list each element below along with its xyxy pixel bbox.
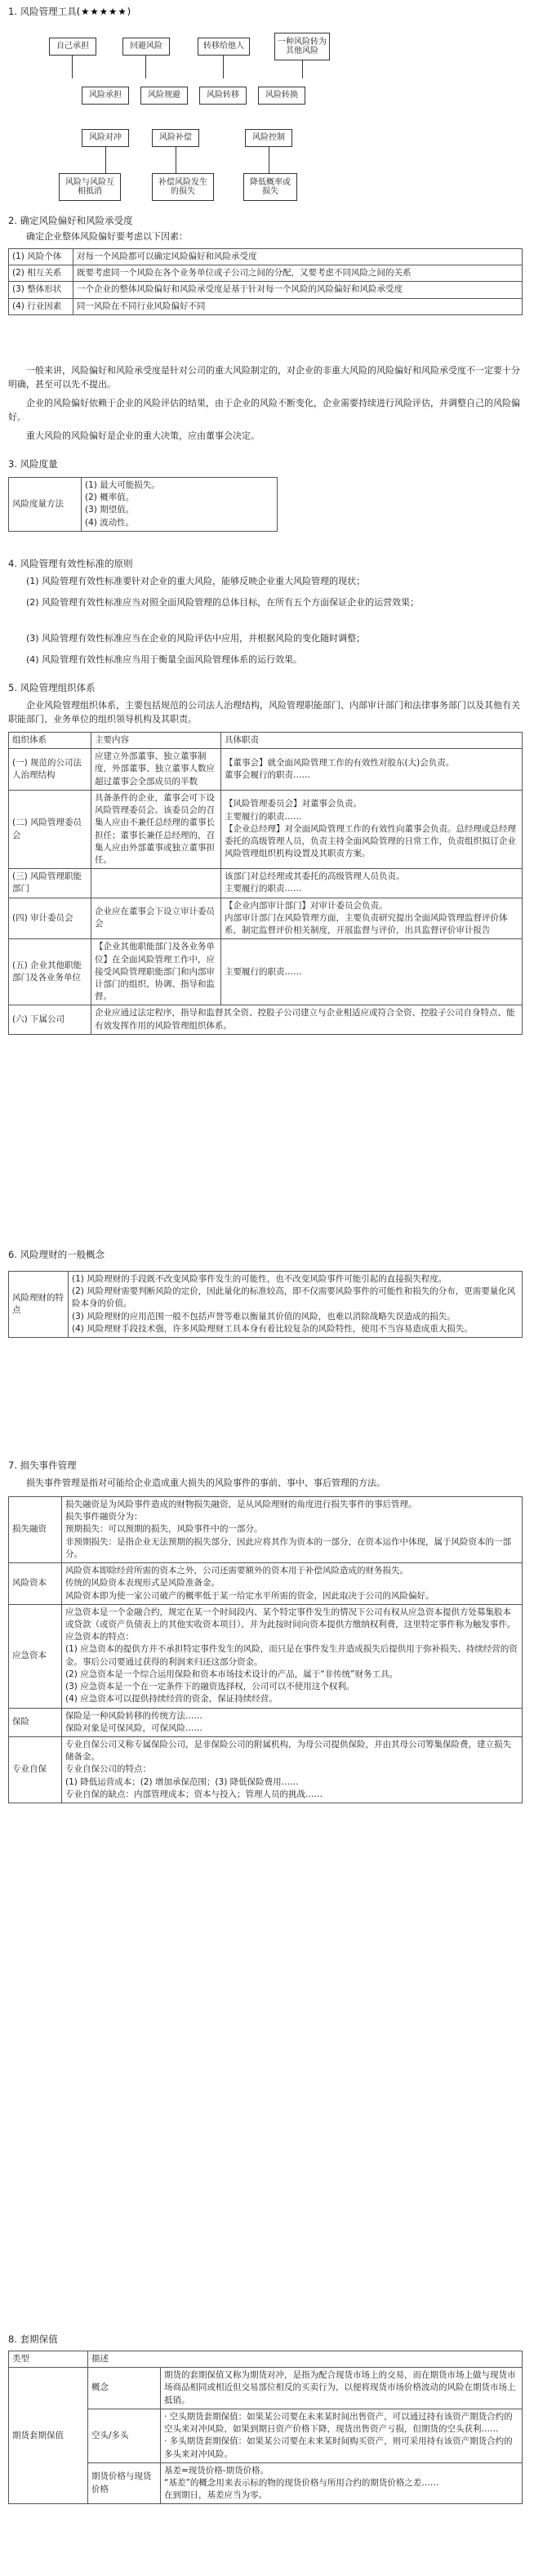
- section-2-para-2: 企业的风险偏好依赖于企业的风险评估的结果，由于企业的风险不断变化，企业需要持续进行风险评估，并调整自己的风险偏好。: [8, 398, 520, 422]
- table-cell: 专业自保: [9, 1736, 62, 1803]
- table-cell: 应建立外部董事、独立董事制度，外部董事、独立董事人数应超过董事会全部成员的半数: [91, 749, 221, 791]
- table-cell: (四) 审计委员会: [9, 898, 91, 939]
- table-cell: (二) 风险管理委员会: [9, 790, 91, 868]
- table-cell: 主要履行的职责……: [221, 939, 523, 1005]
- column-header: 组织体系: [9, 733, 91, 749]
- table-cell: 企业应在董事会下设立审计委员会: [91, 898, 221, 939]
- table-cell: (一) 规范的公司法人治理结构: [9, 749, 91, 791]
- risk-finance-table: [8, 1271, 523, 1338]
- table-cell: 一个企业的整体风险偏好和风险承受度是基于针对每一个风险的风险偏好和风险承受度: [73, 282, 523, 298]
- list-item: (2) 概率值。: [85, 492, 135, 503]
- risk-finance-label: 风险理财的特点: [9, 1272, 69, 1338]
- table-cell: · 空头期货套期保值：如果某公司要在未来某时间出售资产，可以通过持有该资产期货合约的空头来对冲风险，如果到期日资产价格下降，现货出售资产亏损，但期货的空头获利…… · 多头期货套期保值：如果某公司要在未来某时间购买资产，则可采用持有该资产期货合约的多头来对冲风险。: [161, 2409, 523, 2462]
- section-1-title-text: 1. 风险管理工具: [8, 6, 77, 17]
- list-item: (4) 风险理财手段技术强，许多风险理财工具本身有着比较复杂的风险特性，使用不当容易造成重大损失。: [72, 1323, 473, 1334]
- section-5-intro: 企业风险管理组织体系，主要包括规范的公司法人治理结构，风险管理职能部门、内部审计部门和法律事务部门以及其他有关职能部门、业务单位的组织领导机构及其职责。: [8, 700, 520, 724]
- table-cell: 对每一个风险都可以确定风险偏好和风险承受度: [73, 249, 523, 265]
- table-cell: [91, 869, 221, 898]
- risk-finance-items: [69, 1272, 523, 1338]
- diagram-top-box-3: 转移给他人: [198, 38, 250, 56]
- table-cell: 应急资本: [9, 1604, 62, 1708]
- section-1-title: [8, 5, 131, 19]
- column-header: 类型: [9, 2351, 88, 2368]
- table-cell: 既要考虑同一个风险在各个业务单位或子公司之间的分配，又要考虑不同风险之间的关系: [73, 265, 523, 282]
- list-item: (3) 风险理财的应用范围一般不包括声誉等难以衡量其价值的风险，也难以消除战略失误造成的损失。: [72, 1311, 456, 1321]
- table-cell: (六) 下属公司: [9, 1005, 91, 1034]
- diagram-bottom-box-2: 补偿风险发生的损失: [152, 173, 214, 201]
- section-7-intro: 损失事件管理是指对可能给企业造成重大损失的风险事件的事前、事中、事后管理的方法。: [26, 1477, 385, 1488]
- diagram-low-box-2: 风险补偿: [152, 129, 199, 147]
- section-2-intro: 确定企业整体风险偏好要考虑以下因素：: [26, 231, 188, 242]
- table-cell: (3) 整体形状: [9, 282, 73, 298]
- table-cell: 期货价格与现货价格: [88, 2462, 161, 2504]
- table-cell: 企业应通过法定程序，指导和监督其全资、控股子公司建立与企业相适应或符合全资、控股子公司自身特点、能有效发挥作用的风险管理组织体系。: [91, 1005, 523, 1034]
- list-item: (1) 最大可能损失。: [85, 480, 160, 490]
- table-row: [9, 478, 278, 532]
- diagram-top-box-2: 回避风险: [122, 38, 170, 56]
- section-2-para-3: 重大风险的风险偏好是企业的重大决策，应由董事会决定。: [26, 430, 260, 441]
- star-rating: (★★★★★): [76, 6, 132, 17]
- column-header: 具体职责: [221, 733, 523, 749]
- table-row: [9, 1005, 523, 1034]
- table-cell: (三) 风险管理职能部门: [9, 869, 91, 898]
- list-item: (2) 风险理财需要判断风险的定价，因此量化的标准较高，即不仅需要风险事件的可能性和损失的分布，更需要量化风险本身的价值。: [72, 1286, 516, 1309]
- table-cell: 具备条件的企业，董事会可下设风险管理委员会。该委员会的召集人应由不兼任总经理的董事长担任；董事长兼任总经理的，召集人应由外部董事或独立董事担任。: [91, 790, 221, 868]
- table-row: [9, 1736, 523, 1803]
- section-2-title: 2. 确定风险偏好和风险承受度: [8, 215, 133, 226]
- table-cell: 【企业内部审计部门】对审计委员会负责。 内部审计部门在风险管理方面，主要负责研究提出全面风险管理监督评价体系，制定监督评价相关制度，开展监督与评价，出具监督评价审计报告: [221, 898, 523, 939]
- table-cell: 专业自保公司又称专属保险公司，是非保险公司的附属机构，为母公司提供保险，并由其母公司筹集保险费，建立损失储备金。 专业自保公司的特点： (1) 降低运营成本；(2) 增加承保范围；(3) 降低保险费用…… 专业自保的缺点：内部管理成本；资本与投入；管理人员的挑战……: [62, 1736, 523, 1803]
- table-cell: 保险是一种风险转移的传统方法…… 保险对象是可保风险，可保风险……: [62, 1708, 523, 1736]
- section-4-item-4: (4) 风险管理有效性标准应当用于衡量全面风险管理体系的运行效果。: [26, 654, 303, 665]
- risk-measure-table: [8, 477, 278, 532]
- table-cell: 期货的套期保值又称为期货对冲，是指为配合现货市场上的交易，而在期货市场上做与现货市场商品相同或相近但交易部位相反的买卖行为，以便将现货市场价格波动的风险在期货市场上抵销。: [161, 2368, 523, 2409]
- diagram-low-box-3: 风险控制: [245, 129, 292, 147]
- diagram-mid-box-2: 风险规避: [140, 87, 188, 105]
- risk-measure-label: 风险度量方法: [9, 478, 82, 532]
- risk-measure-items: [82, 478, 278, 532]
- diagram-mid-box-1: 风险承担: [82, 87, 129, 105]
- table-cell: 空头/多头: [88, 2409, 161, 2462]
- table-cell: 概念: [88, 2368, 161, 2409]
- org-system-table: [8, 732, 523, 1035]
- table-cell: (1) 风险个体: [9, 249, 73, 265]
- section-6-title: 6. 风险理财的一般概念: [8, 1249, 105, 1260]
- section-2-para-1: 一般来讲，风险偏好和风险承受度是针对公司的重大风险制定的，对企业的非重大风险的风险偏好和风险承受度不一定要十分明确，甚至可以先不提出。: [8, 365, 520, 390]
- diagram-top-box-1: 自己承担: [49, 38, 96, 56]
- table-row: [9, 898, 523, 939]
- table-row: [9, 298, 523, 314]
- section-4-item-3: (3) 风险管理有效性标准应当在企业的风险评估中应用，并根据风险的变化随时调整；: [26, 633, 366, 644]
- table-cell: 损失融资是为风险事件造成的财物损失融资，是从风险理财的角度进行损失事件的事后管理。 损失事件融资分为： 预期损失：可以预期的损失，风险事件中的一部分。 非预期损失：是指企业无法预期的损失部分，因此应将其作为资本的一部分，在资本运作中体现，属于风险资本的一部分。: [62, 1497, 523, 1563]
- preference-factors-table: [8, 248, 523, 315]
- table-cell: (2) 相互关系: [9, 265, 73, 282]
- table-cell: 保险: [9, 1708, 62, 1736]
- table-row: [9, 1497, 523, 1563]
- diagram-mid-box-3: 风险转移: [199, 87, 247, 105]
- table-cell: 损失融资: [9, 1497, 62, 1563]
- table-row: [9, 1604, 523, 1708]
- list-item: (3) 期望值。: [85, 505, 135, 515]
- table-cell: (4) 行业因素: [9, 298, 73, 314]
- table-row: [9, 790, 523, 868]
- table-row: [9, 939, 523, 1005]
- section-4-title: 4. 风险管理有效性标准的原则: [8, 558, 133, 569]
- section-4-item-1: (1) 风险管理有效性标准要针对企业的重大风险，能够反映企业重大风险管理的现状；: [26, 576, 366, 586]
- section-3-title: 3. 风险度量: [8, 458, 58, 470]
- list-item: (4) 波动性。: [85, 517, 135, 528]
- table-cell: 【董事会】就全面风险管理工作的有效性对股东(大)会负责。 董事会履行的职责……: [221, 749, 523, 791]
- table-row: [9, 869, 523, 898]
- table-row: [9, 749, 523, 791]
- table-cell: 期货套期保值: [9, 2368, 88, 2504]
- table-row: [9, 265, 523, 282]
- diagram-bottom-box-3: 降低概率或损失: [243, 173, 297, 201]
- table-header-row: [9, 2351, 523, 2368]
- table-cell: 同一风险在不同行业风险偏好不同: [73, 298, 523, 314]
- table-cell: 风险资本: [9, 1563, 62, 1605]
- list-item: (1) 风险理财的手段既不改变风险事件发生的可能性，也不改变风险事件可能引起的直接损失程度。: [72, 1274, 447, 1284]
- column-header: 描述: [88, 2351, 523, 2368]
- diagram-mid-box-4: 风险转换: [258, 87, 305, 105]
- table-row: [9, 1272, 523, 1338]
- table-cell: 风险资本即除经营所需的资本之外，公司还需要额外的资本用于补偿风险造成的财务损失。 传统的风险资本表现形式是风险准备金。 风险资本即为使一家公司破产的概率低于某一给定水平所需的资金，因此取决于公司的风险偏好。: [62, 1563, 523, 1605]
- table-row: [9, 2368, 523, 2409]
- table-cell: 【企业其他职能部门及各业务单位】在全面风险管理工作中，应接受风险管理职能部门和内部审计部门的组织、协调、指导和监督。: [91, 939, 221, 1005]
- table-cell: 【风险管理委员会】对董事会负责。 主要履行的职责…… 【企业总经理】对全面风险管理工作的有效性向董事会负责。总经理或总经理委托的高级管理人员，负责主持全面风险管理的日常工作，负责组织拟订企业风险管理组织机构设置及其职责方案。: [221, 790, 523, 868]
- table-cell: 基差=现货价格-期货价格。 “基差”的概念用来表示标的物的现货价格与所用合约的期货价格之差…… 在到期日，基差应当为零。: [161, 2462, 523, 2504]
- diagram-low-box-1: 风险对冲: [82, 129, 129, 147]
- diagram-top-box-4: 一种风险转为其他风险: [274, 33, 330, 60]
- table-row: [9, 249, 523, 265]
- table-cell: 该部门对总经理或其委托的高级管理人员负责。 主要履行的职责……: [221, 869, 523, 898]
- table-cell: 应急资本是一个金融合约，规定在某一个时间段内、某个特定事件发生的情况下公司有权从应急资本提供方处募集股本或贷款（或资产负债表上的其他实收资本项目），并为此按时间向资本提供方缴纳权利费，这里特定事件称为触发事件。 应急资本的特点： (1) 应急资本的提供方并不承担特定事件发生的风险，而只是在事件发生并造成损失后提供用于弥补损失、持续经营的资金。事后公司要通过获得的利润来归还这部分资金。 (2) 应急资本是一个综合运用保险和资本市场技术设计的产品，属于“非传统”财务工具。 (3) 应急资本是一个在一定条件下的融资选择权，公司可以不使用这个权利。 (4) 应急资本可以提供持续经营的资金，保证持续经营。: [62, 1604, 523, 1708]
- table-header-row: [9, 733, 523, 749]
- table-row: [9, 282, 523, 298]
- section-7-title: 7. 损失事件管理: [8, 1460, 77, 1471]
- hedging-table: [8, 2351, 523, 2504]
- table-cell: (五) 企业其他职能部门及各业务单位: [9, 939, 91, 1005]
- section-8-title: 8. 套期保值: [8, 2333, 58, 2345]
- diagram-bottom-box-1: 风险与风险互相抵消: [59, 173, 121, 201]
- column-header: 主要内容: [91, 733, 221, 749]
- table-row: [9, 1563, 523, 1605]
- section-4-item-2: (2) 风险管理有效性标准应当对照全面风险管理的总体目标，在所有五个方面保证企业的运营效果；: [26, 597, 420, 608]
- loss-event-table: [8, 1496, 523, 1803]
- table-row: [9, 1708, 523, 1736]
- section-5-title: 5. 风险管理组织体系: [8, 682, 96, 693]
